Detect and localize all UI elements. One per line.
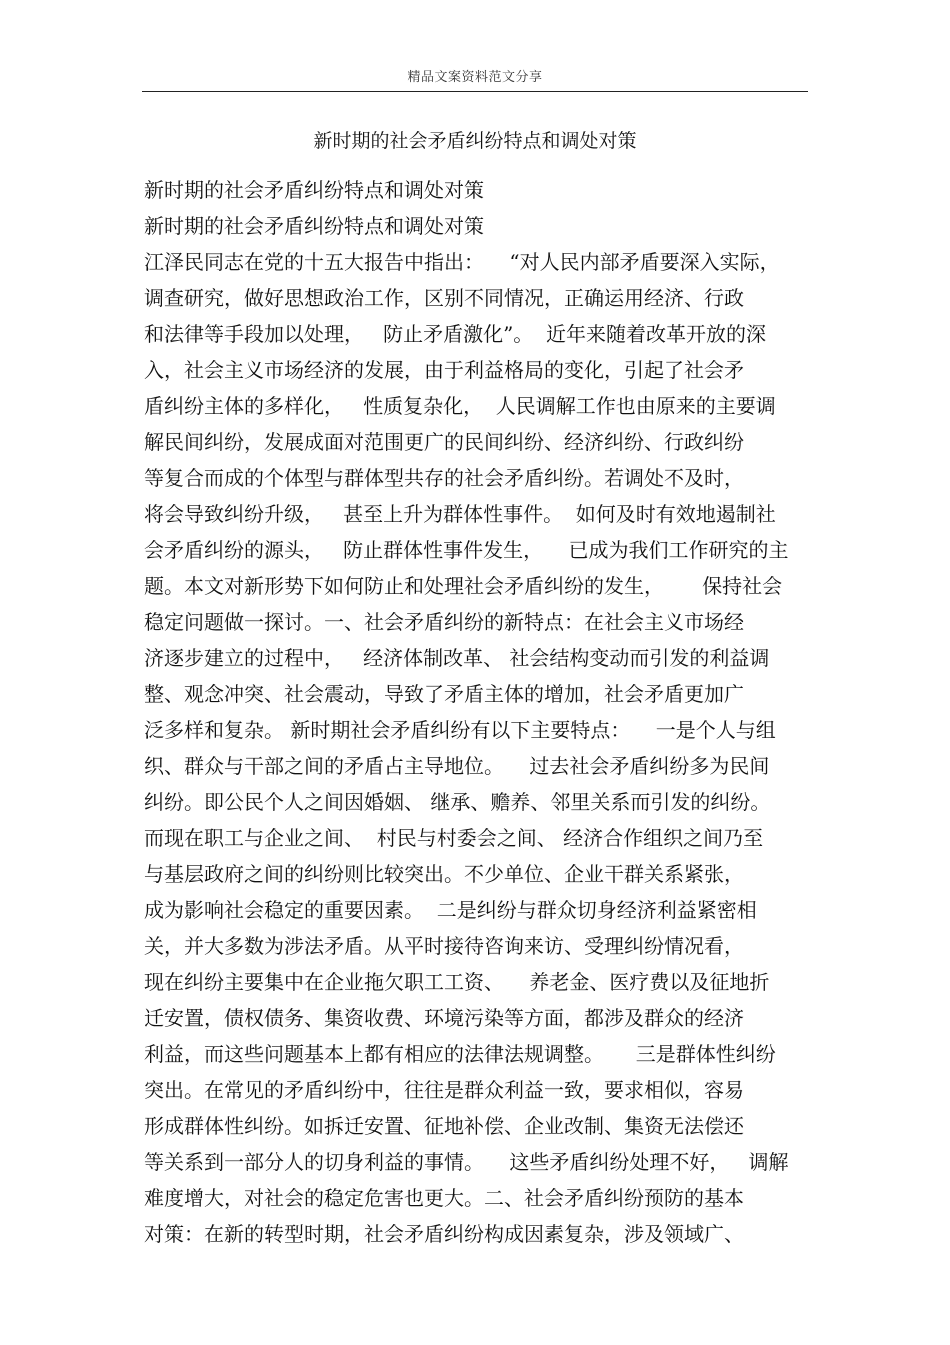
body-line: 稳定问题做一探讨。一、社会矛盾纠纷的新特点：在社会主义市场经 (144, 610, 744, 634)
body-line: 迁安置，债权债务、集资收费、环境污染等方面，都涉及群众的经济 (144, 1006, 744, 1030)
document-title: 新时期的社会矛盾纠纷特点和调处对策 (313, 130, 637, 152)
body-line: 会矛盾纠纷的源头， 防止群体性事件发生， 已成为我们工作研究的主 (144, 538, 789, 562)
body-line: 将会导致纠纷升级， 甚至上升为群体性事件。 如何及时有效地遏制社 (144, 502, 776, 526)
body-line: 整、观念冲突、社会震动，导致了矛盾主体的增加，社会矛盾更加广 (144, 682, 744, 706)
header-divider (142, 91, 808, 92)
body-line: 济逐步建立的过程中， 经济体制改革、 社会结构变动而引发的利益调 (144, 646, 770, 670)
body-line: 突出。在常见的矛盾纠纷中，往往是群众利益一致，要求相似，容易 (144, 1078, 744, 1102)
body-line: 江泽民同志在党的十五大报告中指出： “对人民内部矛盾要深入实际， (144, 250, 780, 274)
body-line: 而现在职工与企业之间、 村民与村委会之间、 经济合作组织之间乃至 (144, 826, 764, 850)
header-text: 精品文案资料范文分享 (407, 70, 543, 85)
body-line: 和法律等手段加以处理， 防止矛盾激化”。 近年来随着改革开放的深 (144, 322, 767, 346)
document-body (144, 172, 812, 1252)
body-line: 织、群众与干部之间的矛盾占主导地位。 过去社会矛盾纠纷多为民间 (144, 754, 770, 778)
body-line: 难度增大，对社会的稳定危害也更大。二、社会矛盾纠纷预防的基本 (144, 1186, 744, 1210)
body-line: 新时期的社会矛盾纠纷特点和调处对策 (144, 214, 484, 238)
body-line: 形成群体性纠纷。如拆迁安置、征地补偿、企业改制、集资无法偿还 (144, 1114, 744, 1138)
body-line: 调查研究，做好思想政治工作，区别不同情况，正确运用经济、行政 (144, 286, 744, 310)
body-line: 泛多样和复杂。 新时期社会矛盾纠纷有以下主要特点： 一是个人与组 (144, 718, 776, 742)
body-line: 现在纠纷主要集中在企业拖欠职工工资、 养老金、医疗费以及征地折 (144, 970, 770, 994)
body-line: 关，并大多数为涉法矛盾。从平时接待咨询来访、受理纠纷情况看， (144, 934, 744, 958)
body-line: 纠纷。即公民个人之间因婚姻、 继承、赡养、邻里关系而引发的纠纷。 (144, 790, 771, 814)
body-line: 对策：在新的转型时期，社会矛盾纠纷构成因素复杂，涉及领域广、 (144, 1222, 744, 1246)
body-line: 等复合而成的个体型与群体型共存的社会矛盾纠纷。若调处不及时， (144, 466, 744, 490)
body-line: 解民间纠纷，发展成面对范围更广的民间纠纷、经济纠纷、行政纠纷 (144, 430, 744, 454)
body-line: 入，社会主义市场经济的发展，由于利益格局的变化，引起了社会矛 (144, 358, 744, 382)
body-line: 等关系到一部分人的切身利益的事情。 这些矛盾纠纷处理不好， 调解 (144, 1150, 789, 1174)
body-line: 与基层政府之间的纠纷则比较突出。不少单位、企业干群关系紧张， (144, 862, 744, 886)
body-line: 盾纠纷主体的多样化， 性质复杂化， 人民调解工作也由原来的主要调 (144, 394, 776, 418)
body-line: 题。本文对新形势下如何防止和处理社会矛盾纠纷的发生， 保持社会 (144, 574, 783, 598)
body-line: 新时期的社会矛盾纠纷特点和调处对策 (144, 178, 484, 202)
body-line: 成为影响社会稳定的重要因素。 二是纠纷与群众切身经济利益紧密相 (144, 898, 757, 922)
body-line: 利益，而这些问题基本上都有相应的法律法规调整。 三是群体性纠纷 (144, 1042, 776, 1066)
